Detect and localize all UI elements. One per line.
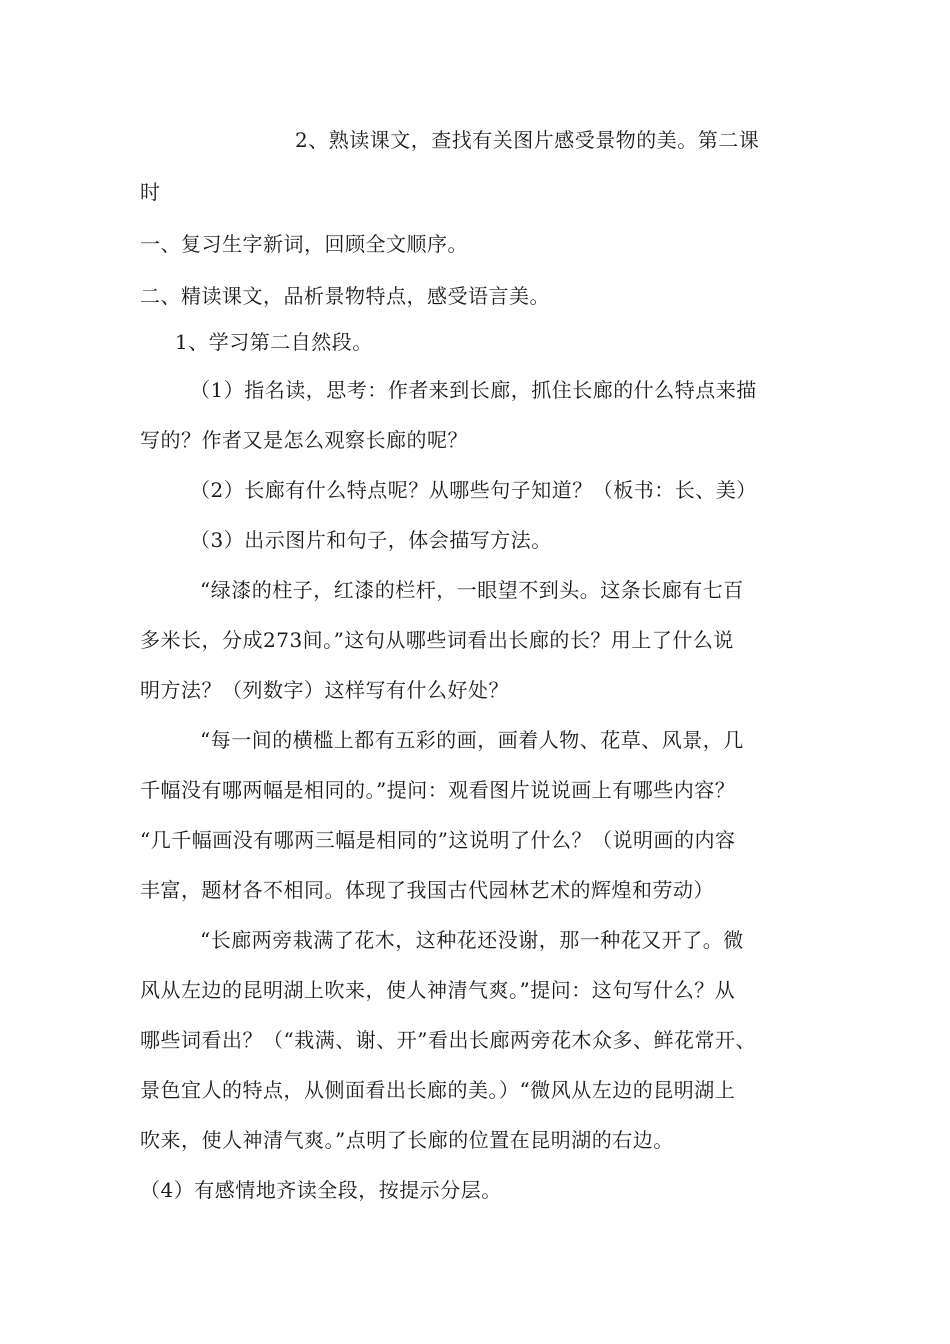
text-line-17: “长廊两旁栽满了花木，这种花还没谢，那一种花又开了。微 [200, 928, 744, 952]
text-line-10: “绿漆的柱子，红漆的栏杆，一眼望不到头。这条长廊有七百 [200, 578, 744, 602]
text-line-19: 哪些词看出？（“栽满、谢、开”看出长廊两旁花木众多、鲜花常开、 [140, 1028, 756, 1052]
text-line-9: （3）出示图片和句子，体会描写方法。 [190, 528, 552, 552]
text-line-6: （1）指名读，思考：作者来到长廊，抓住长廊的什么特点来描 [190, 378, 757, 402]
text-line-8: （2）长廊有什么特点呢？从哪些句子知道？（板书：长、美） [190, 478, 757, 502]
text-line-1: 2、熟读课文，查找有关图片感受景物的美。第二课 [295, 128, 760, 152]
section-heading-2: 二、精读课文，品析景物特点，感受语言美。 [140, 284, 550, 308]
text-line-21: 吹来，使人神清气爽。”点明了长廊的位置在昆明湖的右边。 [140, 1128, 674, 1152]
subsection-heading-1: 1、学习第二自然段。 [175, 330, 373, 354]
text-line-22: （4）有感情地齐读全段，按提示分层。 [140, 1178, 502, 1202]
section-heading-1: 一、复习生字新词，回顾全文顺序。 [140, 232, 468, 256]
text-line-16: 丰富，题材各不相同。体现了我国古代园林艺术的辉煌和劳动） [140, 878, 714, 902]
text-line-12: 明方法？（列数字）这样写有什么好处？ [140, 678, 509, 702]
text-line-18: 风从左边的昆明湖上吹来，使人神清气爽。”提问：这句写什么？从 [140, 978, 736, 1002]
text-line-20: 景色宜人的特点，从侧面看出长廊的美。）“微风从左边的昆明湖上 [140, 1078, 736, 1102]
text-line-15: “几千幅画没有哪两三幅是相同的”这说明了什么？（说明画的内容 [140, 828, 736, 852]
text-line-2: 时 [140, 180, 161, 204]
text-line-11: 多米长，分成273间。”这句从哪些词看出长廊的长？用上了什么说 [140, 628, 734, 652]
text-line-7: 写的？作者又是怎么观察长廊的呢？ [140, 428, 468, 452]
text-line-14: 千幅没有哪两幅是相同的。”提问：观看图片说说画上有哪些内容？ [140, 778, 736, 802]
text-line-13: “每一间的横槛上都有五彩的画，画着人物、花草、风景，几 [200, 728, 744, 752]
